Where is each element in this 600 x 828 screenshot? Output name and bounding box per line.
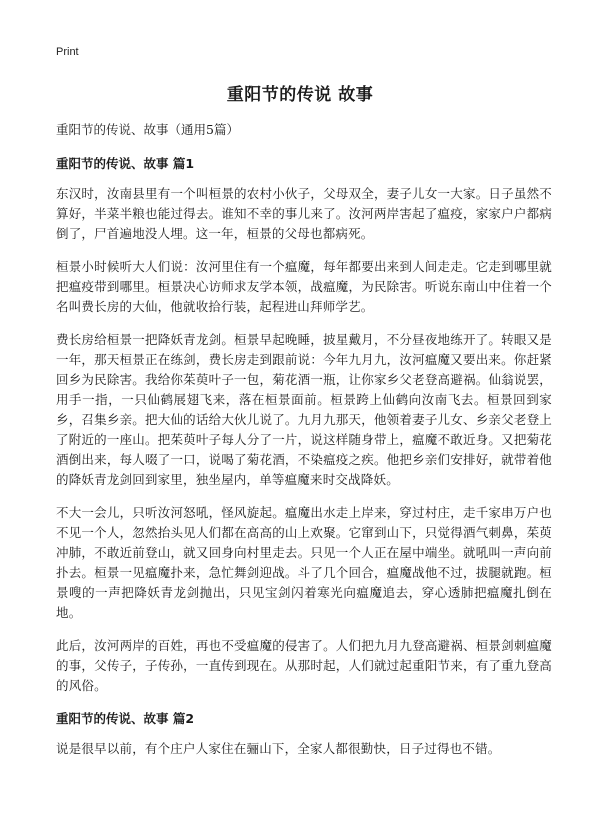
page-title: 重阳节的传说 故事	[226, 85, 374, 105]
paragraph: 费长房给桓景一把降妖青龙剑。桓景早起晚睡，披星戴月，不分昼夜地练开了。转眼又是一年，那天桓景正在练剑，费长房走到跟前说：今年九月九，汝河瘟魔又要出来。你赶紧回乡为民除害。我给你茱萸叶子一包，菊花酒一瓶，让你家乡父老登高避祸。仙翁说罢，用手一指，一只仙鹤展翅飞来，落在桓景面前。桓景跨上仙鹤向汝南飞去。桓景回到家乡，召集乡亲。把大仙的话给大伙儿说了。九月九那天，他领着妻子儿女、乡亲父老登上了附近的一座山。把茱萸叶子每人分了一片，说这样随身带上，瘟魔不敢近身。又把菊花酒倒出来，每人啜了一口，说喝了菊花酒，不染瘟疫之疾。他把乡亲们安排好，就带着他的降妖青龙剑回到家里，独坐屋内，单等瘟魔来时交战降妖。	[56, 332, 552, 487]
document-subtitle: 重阳节的传说、故事（通用5篇）	[56, 122, 239, 137]
section-heading-2: 重阳节的传说、故事 篇2	[56, 711, 195, 726]
print-link[interactable]: Print	[56, 46, 79, 58]
paragraph: 不大一会儿，只听汝河怒吼，怪风旋起。瘟魔出水走上岸来，穿过村庄，走千家串万户也不见一个人，忽然抬头见人们都在高高的山上欢聚。它窜到山下，只觉得酒气刺鼻，茱萸冲肺，不敢近前登山，就又回身向村里走去。只见一个人正在屋中端坐。就吼叫一声向前扑去。桓景一见瘟魔扑来，急忙舞剑迎战。斗了几个回合，瘟魔战他不过，拔腿就跑。桓景嗖的一声把降妖青龙剑抛出，只见宝剑闪着寒光向瘟魔追去，穿心透肺把瘟魔扎倒在地。	[56, 505, 552, 620]
paragraph: 桓景小时候听大人们说：汝河里住有一个瘟魔，每年都要出来到人间走走。它走到哪里就把瘟疫带到哪里。桓景决心访师求友学本领，战瘟魔，为民除害。听说东南山中住着一个名叫费长房的大仙，他就收拾行装，起程进山拜师学艺。	[56, 259, 552, 314]
paragraph: 此后，汝河两岸的百姓，再也不受瘟魔的侵害了。人们把九月九登高避祸、桓景剑刺瘟魔的事，父传子，子传孙，一直传到现在。从那时起，人们就过起重阳节来，有了重九登高的风俗。	[56, 638, 552, 693]
section-heading-1: 重阳节的传说、故事 篇1	[56, 156, 195, 171]
article-body	[56, 148, 552, 772]
paragraph: 东汉时，汝南县里有一个叫桓景的农村小伙子，父母双全，妻子儿女一大家。日子虽然不算好，半菜半粮也能过得去。谁知不幸的事儿来了。汝河两岸害起了瘟疫，家家户户都病倒了，尸首遍地没人埋。这一年，桓景的父母也都病死。	[56, 186, 552, 241]
paragraph: 说是很早以前，有个庄户人家住在骊山下，全家人都很勤快，日子过得也不错。	[56, 741, 501, 756]
